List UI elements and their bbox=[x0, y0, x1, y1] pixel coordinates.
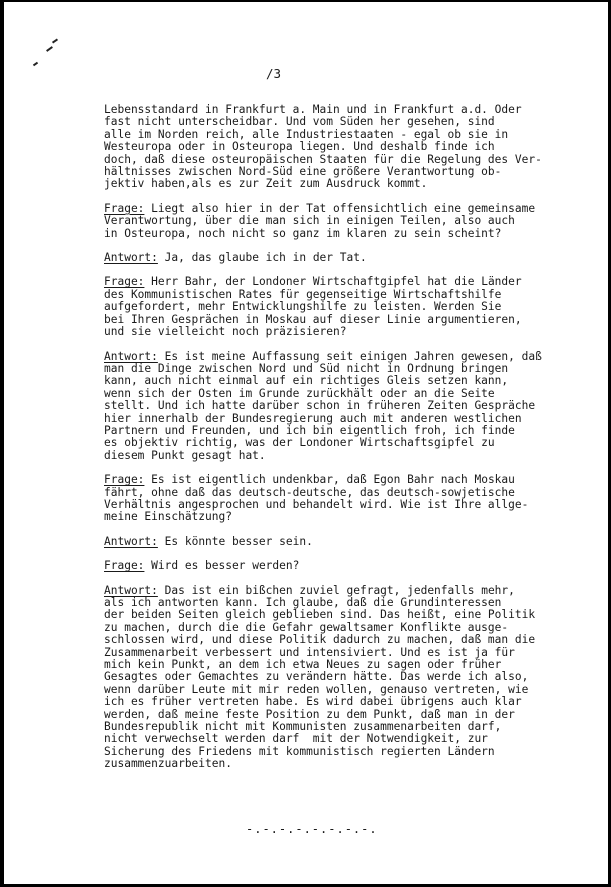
paragraph-line: Verhältnis angesprochen und behandelt wird. Wie ist Ihre allge- bbox=[104, 497, 529, 511]
paragraph-line: Gesagtes oder Gemachtes zu verändern hätte. Das werde ich also, bbox=[104, 670, 529, 684]
paragraph-line: als ich antworten kann. Ich glaube, daß die Grundinteressen bbox=[104, 596, 502, 609]
paragraph-line: mich kein Punkt, an dem ich etwa Neues zu sagen oder früher bbox=[104, 658, 502, 672]
paragraph-line: schlossen wird, und diese Politik dadurch zu machen, daß man die bbox=[104, 633, 536, 647]
paragraph-line: des Kommunistischen Rates für gegenseitige Wirtschaftshilfe bbox=[104, 287, 502, 301]
paragraph-line: Es ist meine Auffassung seit einigen Jahren gewesen, daß bbox=[164, 349, 542, 363]
speaker-label: Antwort: bbox=[104, 583, 158, 597]
speaker-label: Antwort: bbox=[104, 349, 158, 363]
paragraph-line: Partnern und Freunden, und ich bin eigentlich froh, ich finde bbox=[104, 423, 515, 437]
speaker-label: Antwort: bbox=[104, 534, 158, 548]
paragraph-line: Herr Bahr, der Londoner Wirtschaftgipfel hat die Länder bbox=[151, 275, 522, 289]
paragraph-line: fährt, ohne daß das deutsch-deutsche, das deutsch-sowjetische bbox=[104, 485, 515, 499]
page-number: /3 bbox=[266, 66, 282, 81]
paragraph-line: zu machen, durch die die Gefahr gewaltsamer Konflikte ausge- bbox=[104, 620, 509, 634]
paragraph-line: und sie vielleicht noch präzisieren? bbox=[104, 325, 347, 339]
paragraph-line: Westeuropa oder in Osteuropa liegen. Und deshalb finde ich bbox=[104, 140, 495, 154]
paragraph-line: zusammenzuarbeiten. bbox=[104, 757, 232, 771]
speaker-label: Frage: bbox=[104, 559, 145, 573]
paragraph-line: Lebensstandard in Frankfurt a. Main und in Frankfurt a.d. Oder bbox=[104, 103, 522, 116]
paragraph-line: werden, daß meine feste Position zu dem Punkt, daß man in der bbox=[104, 707, 515, 721]
paragraph-line: Es ist eigentlich undenkbar, daß Egon Bahr nach Moskau bbox=[151, 473, 515, 487]
qa-paragraph bbox=[104, 351, 584, 463]
paragraph-line: diesem Punkt gesagt hat. bbox=[104, 448, 266, 462]
interview-transcript bbox=[104, 104, 584, 783]
paragraph-line: aufgefordert, mehr Entwicklungshilfe zu leisten. Werden Sie bbox=[104, 300, 502, 314]
qa-paragraph bbox=[104, 474, 584, 524]
qa-paragraph bbox=[104, 252, 584, 264]
paragraph-line: nicht verwechselt werden darf mit der Notwendigkeit, zur bbox=[104, 732, 488, 746]
speaker-label: Frage: bbox=[104, 275, 145, 289]
paragraph-line: jektiv haben,als es zur Zeit zum Ausdruck kommt. bbox=[104, 177, 428, 191]
qa-paragraph bbox=[104, 276, 584, 338]
paragraph-line: Das ist ein bißchen zuviel gefragt, jedenfalls mehr, bbox=[164, 583, 515, 597]
qa-paragraph bbox=[104, 203, 584, 240]
paragraph-line: es objektiv richtig, was der Londoner Wirtschaftsgipfel zu bbox=[104, 436, 495, 450]
paragraph-line: ich es früher vertreten habe. Es wird dabei übrigens auch klar bbox=[104, 695, 522, 709]
qa-paragraph bbox=[104, 560, 584, 572]
paragraph-line: kann, auch nicht einmal auf ein richtiges Gleis setzen kann, bbox=[104, 374, 509, 388]
paragraph-line: Wird es besser werden? bbox=[151, 559, 300, 573]
speaker-label: Antwort: bbox=[104, 251, 158, 265]
paragraph-line: hier innerhalb der Bundesregierung auch mit anderen westlichen bbox=[104, 411, 522, 425]
end-separator: -.-.-.-.-.-.-.-. bbox=[246, 822, 378, 836]
speaker-label: Frage: bbox=[104, 473, 145, 487]
qa-paragraph bbox=[104, 585, 584, 771]
paragraph-line: Es könnte besser sein. bbox=[164, 534, 313, 548]
paragraph-line: Ja, das glaube ich in der Tat. bbox=[164, 251, 367, 265]
paragraph-line: wenn darüber Leute mit mir reden wollen, genauso vertreten, wie bbox=[104, 682, 529, 696]
paragraph-line: alle im Norden reich, alle Industriestaaten - egal ob sie in bbox=[104, 127, 509, 141]
speaker-label: Frage: bbox=[104, 201, 145, 215]
paragraph-line: der beiden Seiten gleich geblieben sind. Das heißt, eine Politik bbox=[104, 608, 536, 622]
paragraph-line: Zusammenarbeit verbessert und intensiviert. Und es ist ja für bbox=[104, 645, 515, 659]
paragraph-line: Sicherung des Friedens mit kommunistisch regierten Ländern bbox=[104, 744, 495, 758]
paragraph-line: bei Ihren Gesprächen in Moskau auf dieser Linie argumentieren, bbox=[104, 312, 522, 326]
paragraph-line: hältnisses zwischen Nord-Süd eine größere Verantwortung ob- bbox=[104, 165, 502, 179]
continuation-paragraph bbox=[104, 104, 584, 191]
paragraph-line: doch, daß diese osteuropäischen Staaten für die Regelung des Ver- bbox=[104, 152, 542, 166]
qa-paragraph bbox=[104, 536, 584, 548]
paragraph-line: Liegt also hier in der Tat offensichtlich eine gemeinsame bbox=[151, 201, 536, 215]
paragraph-line: in Osteuropa, noch nicht so ganz im klaren zu sein scheint? bbox=[104, 226, 502, 240]
paragraph-line: man die Dinge zwischen Nord und Süd nicht in Ordnung bringen bbox=[104, 361, 509, 375]
paragraph-line: wenn sich der Osten im Grunde zurückhält oder an die Seite bbox=[104, 386, 495, 400]
paragraph-line: Bundesrepublik nicht mit Kommunisten zusammenarbeiten darf, bbox=[104, 720, 502, 734]
paragraph-line: meine Einschätzung? bbox=[104, 510, 232, 524]
paragraph-line: stellt. Und ich hatte darüber schon in früheren Zeiten Gespräche bbox=[104, 399, 536, 413]
paragraph-line: fast nicht unterscheidbar. Und vom Süden her gesehen, sind bbox=[104, 115, 495, 129]
paragraph-line: Verantwortung, über die man sich in einigen Teilen, also auch bbox=[104, 214, 515, 228]
